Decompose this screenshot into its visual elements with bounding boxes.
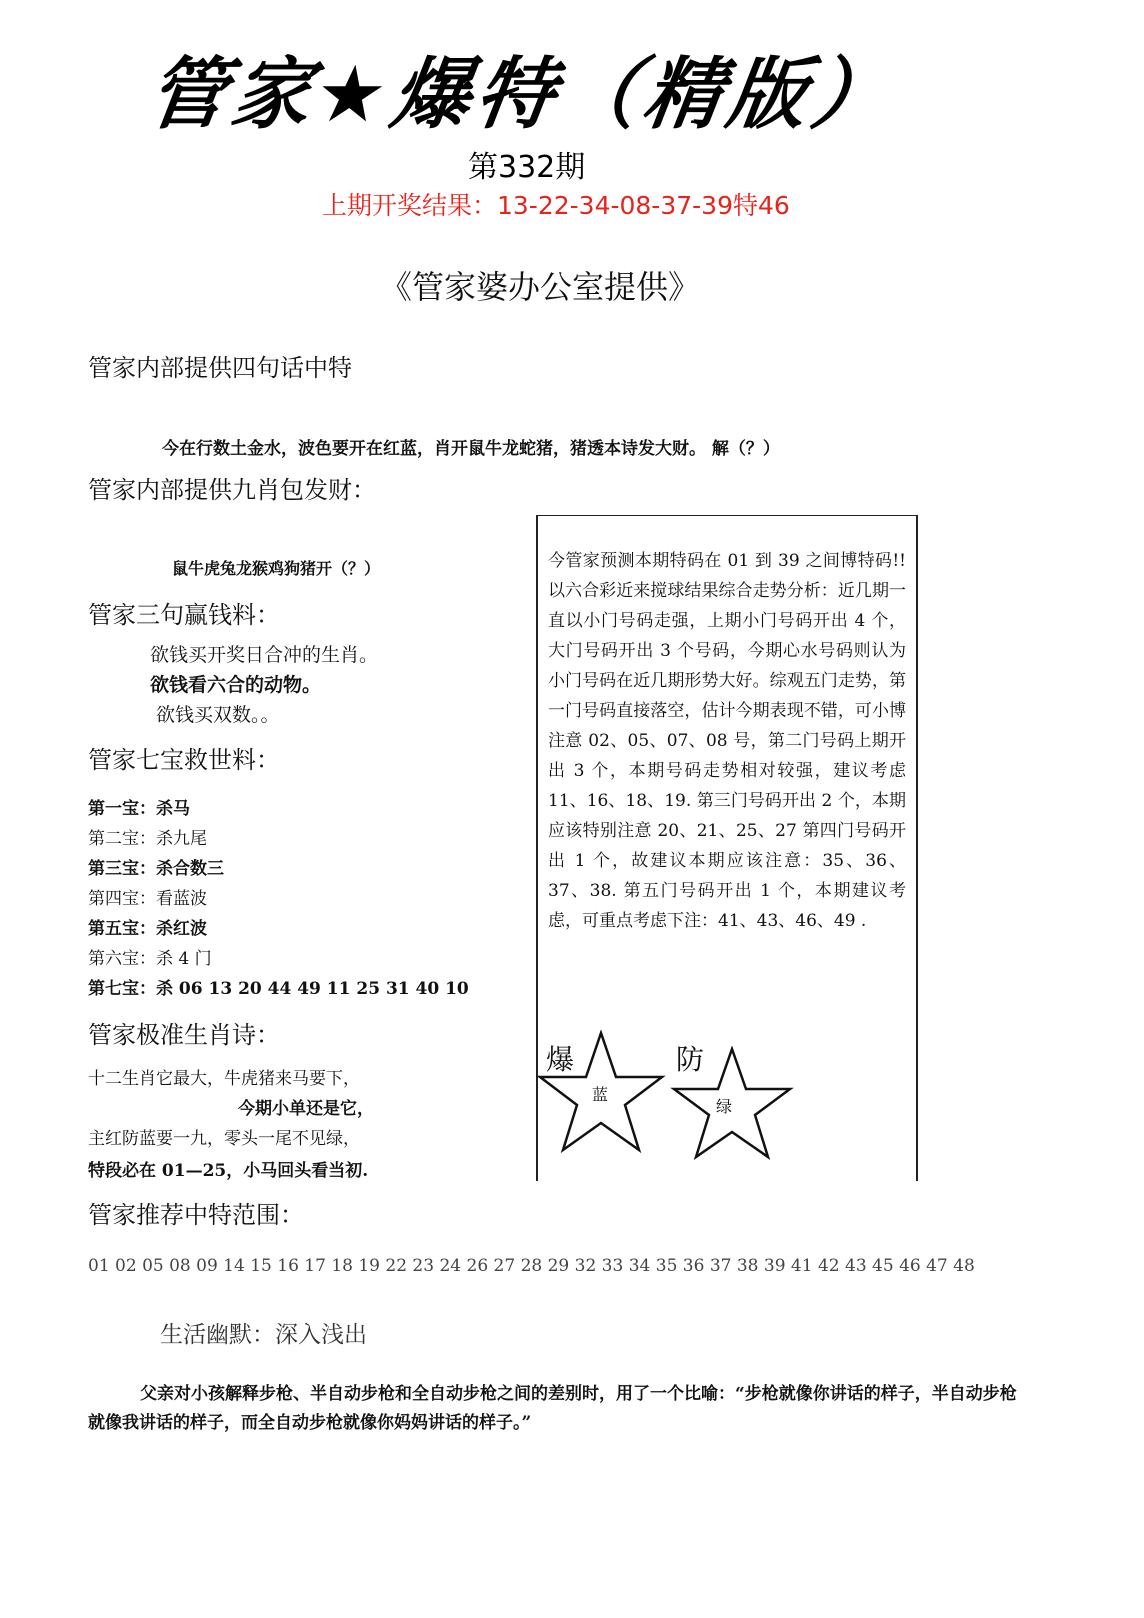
treasure-item: 第七宝：杀 06 13 20 44 49 11 25 31 40 10 [88,979,469,999]
seven-treasures-heading: 管家七宝救世料： [88,746,280,774]
humor-text: 父亲对小孩解释步枪、半自动步枪和全自动步枪之间的差别时，用了一个比喻：“步枪就像你讲话的样子，半自动步枪就像我讲话的样子，而全自动步枪就像你妈妈讲话的样子。” [88,1384,1017,1433]
range-numbers: 01 02 05 08 09 14 15 16 17 18 19 22 23 24 26 27 28 29 32 33 34 35 36 37 38 39 41 42 43 45 46 47 48 [88,1256,975,1276]
treasure-item: 第一宝：杀马 [88,799,190,819]
four-lines-heading: 管家内部提供四句话中特 [88,354,352,382]
prediction-text: 今管家预测本期特码在 01 到 39 之间博特码!! 以六合彩近来搅球结果综合走势分析：近几期一直以小门号码走强，上期小门号码开出 4 个，大门号码开出 3 个号码，今期心水号码则认为小门号码在近几期形势大好。综观五门走势，第一门号码直接落空，估计今期表现不错，可小博注意 02、05、07、08 号，第二门号码上期开出 3 个，本期号码走势相对较强，建议考虑 11、16、18、19. 第三门号码开出 2 个，本期应该特别注意 20、21、25、27 第四门号码开出 1 个，故建议本期应该注意：35、36、37、38. 第五门号码开出 1 个，本期建议考虑，可重点考虑下注：41、43、46、49 . [548,551,906,931]
four-lines-text: 今在行数土金水，波色要开在红蓝，肖开鼠牛龙蛇猪，猪透本诗发大财。 解（？） [162,439,780,459]
page-title: 管家★爆特（精版） [141,50,903,140]
nine-zodiac-heading: 管家内部提供九肖包发财： [88,476,376,504]
nine-zodiac-text: 鼠牛虎兔龙猴鸡狗猪开（？） [172,559,381,578]
three-lines-item: 欲钱买开奖日合冲的生肖。 [150,644,379,666]
treasure-item: 第二宝：杀九尾 [88,829,207,849]
three-lines-item: 欲钱买双数。。 [156,704,280,726]
star-inner-green: 绿 [716,1097,733,1116]
treasure-item: 第三宝：杀合数三 [88,859,224,879]
star-inner-blue: 蓝 [592,1085,609,1104]
three-lines-heading: 管家三句赢钱料： [88,601,280,629]
treasure-item: 第四宝：看蓝波 [88,889,207,909]
humor-heading: 生活幽默：深入浅出 [160,1322,367,1348]
last-result: 上期开奖结果：13-22-34-08-37-39特46 [322,191,790,220]
poem-line: 特段必在 01—25，小马回头看当初. [88,1161,369,1181]
star-label-fang: 防 [676,1043,705,1076]
treasure-item: 第六宝：杀 4 门 [88,949,212,969]
issue-number: 第332期 [468,150,586,185]
treasure-item: 第五宝：杀红波 [88,919,207,939]
poem-line: 十二生肖它最大，牛虎猪来马要下， [88,1069,360,1089]
poem-line: 主红防蓝要一九，零头一尾不见绿， [88,1129,360,1149]
poem-line: 今期小单还是它， [238,1099,374,1119]
zodiac-poem-heading: 管家极准生肖诗： [88,1021,280,1049]
three-lines-item: 欲钱看六合的动物。 [150,674,322,696]
provider-line: 《管家婆办公室提供》 [380,268,701,306]
star-label-bao: 爆 [546,1043,575,1076]
range-heading: 管家推荐中特范围： [88,1201,304,1229]
